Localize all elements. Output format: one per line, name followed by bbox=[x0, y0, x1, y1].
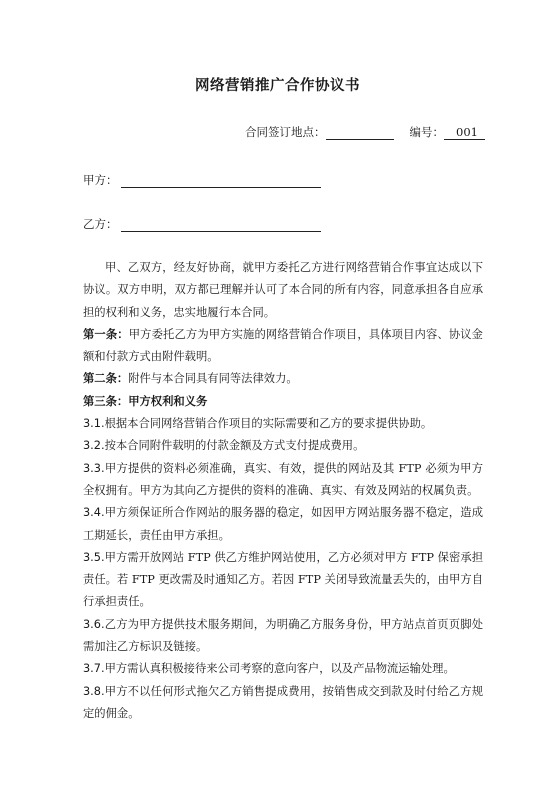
clause-3-6 bbox=[83, 614, 483, 659]
party-a-line bbox=[83, 172, 321, 188]
party-b-blank bbox=[121, 219, 321, 232]
article-3-heading: 第三条：甲方权利和义务 bbox=[83, 394, 208, 408]
party-a-label: 甲方： bbox=[83, 173, 118, 187]
document-title: 网络营销推广合作协议书 bbox=[195, 78, 360, 94]
clause-3-7 bbox=[83, 658, 483, 680]
article-1-heading: 第一条： bbox=[83, 327, 129, 341]
contract-meta-line bbox=[245, 124, 485, 140]
clause-text: 乙方为甲方提供技术服务期间，为明确乙方服务身份，甲方站点首页页脚处需加注乙方标识及链接。 bbox=[83, 617, 483, 654]
clause-number: 3.4. bbox=[83, 506, 105, 520]
clause-3-3 bbox=[83, 458, 483, 503]
clause-number: 3.5. bbox=[83, 550, 105, 564]
clause-number: 3.3. bbox=[83, 461, 105, 475]
sign-place-blank bbox=[326, 127, 394, 140]
clause-text: 按本合同附件载明的付款金额及方式支付提成费用。 bbox=[104, 439, 365, 453]
clause-text: 甲方提供的资料必须准确，真实、有效，提供的网站及其 FTP 必须为甲方全权拥有。甲方为其向乙方提供的资料的准确、真实、有效及网站的权属负责。 bbox=[83, 461, 483, 497]
number-label: 编号： bbox=[409, 125, 444, 139]
party-b-line bbox=[83, 216, 321, 232]
party-b-label: 乙方： bbox=[83, 217, 118, 231]
article-2 bbox=[83, 368, 483, 390]
clause-text: 甲方需开放网站 FTP 供乙方维护网站使用，乙方必须对甲方 FTP 保密承担责任。若 FTP 更改需及时通知乙方。若因 FTP 关闭导致流量丢失的，由甲方自行承担责任。 bbox=[83, 550, 483, 609]
article-2-text: 附件与本合同具有同等法律效力。 bbox=[128, 372, 298, 386]
clause-3-1 bbox=[83, 413, 483, 435]
clause-text: 甲方需认真积极接待来公司考察的意向客户，以及产品物流运输处理。 bbox=[104, 662, 455, 676]
clause-number: 3.1. bbox=[83, 417, 105, 431]
agreement-body bbox=[83, 257, 483, 725]
clause-3-5 bbox=[83, 547, 483, 614]
sign-place-label: 合同签订地点： bbox=[245, 125, 326, 139]
clause-number: 3.8. bbox=[83, 684, 105, 698]
clause-3-8 bbox=[83, 681, 483, 726]
intro-paragraph: 甲、乙双方，经友好协商，就甲方委托乙方进行网络营销合作事宜达成以下协议。双方申明，双方都已理解并认可了本合同的所有内容，同意承担各自应承担的权利和义务，忠实地履行本合同。 bbox=[83, 261, 483, 319]
party-a-blank bbox=[121, 175, 321, 188]
article-2-heading: 第二条： bbox=[83, 372, 129, 386]
clause-text: 根据本合同网络营销合作项目的实际需要和乙方的要求提供协助。 bbox=[104, 417, 433, 431]
article-1-text: 甲方委托乙方为甲方实施的网络营销合作项目，具体项目内容、协议金额和付款方式由附件载明。 bbox=[83, 327, 483, 364]
article-1 bbox=[83, 324, 483, 369]
clause-3-4 bbox=[83, 502, 483, 547]
number-value: 001 bbox=[444, 126, 485, 140]
clause-text: 甲方不以任何形式拖欠乙方销售提成费用，按销售成交到款及时付给乙方规定的佣金。 bbox=[83, 684, 483, 720]
clause-number: 3.2. bbox=[83, 439, 105, 453]
clause-number: 3.7. bbox=[83, 662, 105, 676]
clause-number: 3.6. bbox=[83, 617, 105, 631]
clause-text: 甲方须保证所合作网站的服务器的稳定，如因甲方网站服务器不稳定，造成工期延长，责任由甲方承担。 bbox=[83, 506, 483, 542]
clause-3-2 bbox=[83, 435, 483, 457]
